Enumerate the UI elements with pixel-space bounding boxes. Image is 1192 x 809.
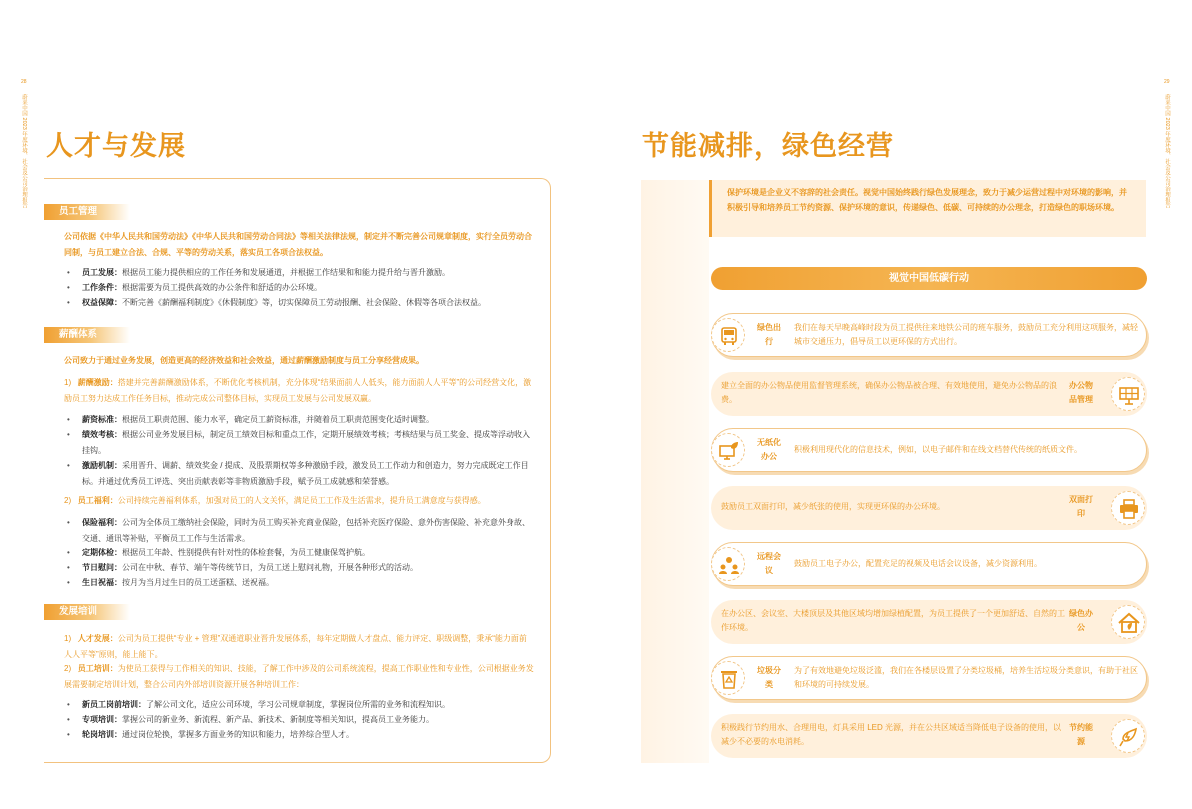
list-item <box>64 727 534 743</box>
list-item-term: 权益保障： <box>82 298 122 307</box>
list-item-term: 员工发展： <box>82 268 122 277</box>
list-item-text: 了解公司文化，适应公司环境，学习公司规章制度，掌握岗位所需的业务和流程知识。 <box>146 700 450 709</box>
list-item-text: 掌握公司的新业务、新流程、新产品、新技术、新制度等相关知识，提高员工业务能力。 <box>122 715 434 724</box>
page-title-right: 节能减排，绿色经营 <box>642 131 894 161</box>
list-item-text: 根据员工职责范围、能力水平，确定员工薪资标准，并随着员工职责范围变化适时调整。 <box>122 415 434 424</box>
list-item <box>64 427 534 458</box>
side-report-title-left: 蔚来中国 2023 年度环境、社会及公司治理报告 <box>21 94 27 209</box>
meeting-icon <box>711 547 745 581</box>
list-item <box>64 712 534 728</box>
action-text: 积极践行节约用水、合理用电，灯具采用 LED 光源，并在公共区域适当降低电子设备的使用，以减少不必要的水电消耗。 <box>721 723 1062 746</box>
action-text: 为了有效地避免垃圾泛滥，我们在各楼层设置了分类垃圾桶，培养生活垃圾分类意识，有助于社区和环境的可持续发展。 <box>794 666 1138 689</box>
item-term: 人才发展： <box>77 634 118 643</box>
action-label: 双面打印 <box>1069 495 1093 518</box>
item-term: 员工福利： <box>77 496 118 505</box>
item-number: 2) <box>64 664 72 673</box>
action-text: 在办公区、会议室、大楼顶层及其他区域均增加绿植配置，为员工提供了一个更加舒适、自然的工作环境。 <box>721 609 1065 632</box>
page-title-left: 人才与发展 <box>46 131 186 161</box>
list-item <box>64 458 534 489</box>
numbered-item <box>64 631 534 662</box>
section-heading-compensation: 薪酬体系 <box>44 327 130 343</box>
action-text: 鼓励员工电子办公，配置充足的视频及电话会议设备，减少资源利用。 <box>794 559 1042 568</box>
list-item <box>64 295 534 311</box>
list-item-term: 节日慰问： <box>82 563 122 572</box>
list-item-text: 根据公司业务发展目标，制定员工绩效目标和重点工作，定期开展绩效考核；考核结果与员工奖金、提成等浮动收入挂钩。 <box>82 430 530 455</box>
action-card-waste-sorting <box>711 656 1147 700</box>
action-text: 建立全面的办公物品使用监督管理系统，确保办公物品被合理、有效地使用，避免办公物品的浪费。 <box>721 381 1057 404</box>
list-item-text: 公司为全体员工缴纳社会保险，同时为员工购买补充商业保险，包括补充医疗保险、意外伤害保险、补充意外身故、交通、通讯等补贴，平衡员工工作与生活需求。 <box>82 518 530 543</box>
page-number-right: 29 <box>1164 79 1170 85</box>
section-heading-training: 发展培训 <box>44 604 130 620</box>
solar-panel-icon <box>1111 377 1145 411</box>
list-item-term: 工作条件： <box>82 283 122 292</box>
list-item-term: 绩效考核： <box>82 430 122 439</box>
list-item <box>64 697 534 713</box>
item-text: 公司为员工提供“专业 + 管理”双通道职业晋升发展体系，每年定期做人才盘点、能力评定、职级调整，秉承“能力面前人人平等”原则，能上能下。 <box>64 634 527 659</box>
list-item <box>64 545 534 561</box>
list-item-text: 公司在中秋、春节、端午等传统节日，为员工送上慰问礼物，开展各种形式的活动。 <box>122 563 418 572</box>
action-card-green-travel <box>711 313 1147 357</box>
list-item-term: 激励机制： <box>82 461 122 470</box>
section-intro: 公司依据《中华人民共和国劳动法》《中华人民共和国劳动合同法》等相关法律法规，制定并不断完善公司规章制度，实行全员劳动合同制，与员工建立合法、合规、平等的劳动关系，落实员工各项合法权益。 <box>64 232 532 257</box>
list-item <box>64 265 534 281</box>
action-card-office-goods <box>711 372 1147 416</box>
recycle-bin-icon <box>711 661 745 695</box>
section-intro: 公司致力于通过业务发展，创造更高的经济效益和社会效益，通过薪酬激励制度与员工分享经营成果。 <box>64 356 424 365</box>
action-label: 垃圾分类 <box>757 666 781 689</box>
list-item <box>64 575 534 591</box>
side-report-title-right: 蔚来中国 2023 年度环境、社会及公司治理报告 <box>1164 94 1170 209</box>
list-item-term: 定期体检： <box>82 548 122 557</box>
list-item-term: 专项培训： <box>82 715 122 724</box>
action-text: 我们在每天早晚高峰时段为员工提供往来地铁公司的班车服务，鼓励员工充分利用这项服务，减轻城市交通压力，倡导员工以更环保的方式出行。 <box>794 323 1138 346</box>
action-card-remote-meeting <box>711 542 1147 586</box>
list-item-term: 轮岗培训： <box>82 730 122 739</box>
list-item <box>64 280 534 296</box>
numbered-item <box>64 375 534 406</box>
numbered-item <box>64 493 534 509</box>
list-item-term: 新员工岗前培训： <box>82 700 146 709</box>
action-label: 节约能源 <box>1069 723 1093 746</box>
page-number-left: 28 <box>21 79 27 85</box>
list-item <box>64 412 534 428</box>
green-house-icon <box>1111 605 1145 639</box>
computer-leaf-icon <box>711 433 745 467</box>
list-item-text: 不断完善《薪酬福利制度》《休假制度》等，切实保障员工劳动报酬、社会保险、休假等各项合法权益。 <box>122 298 486 307</box>
list-item-text: 通过岗位轮换，掌握多方面业务的知识和能力，培养综合型人才。 <box>122 730 354 739</box>
list-item-text: 根据员工能力提供相应的工作任务和发展通道，并根据工作结果和和能力提升给与晋升激励。 <box>122 268 450 277</box>
environment-intro: 保护环境是企业义不容辞的社会责任。视觉中国始终践行绿色发展理念，致力于减少运营过程中对环境的影响，并积极引导和培养员工节约资源、保护环境的意识，传递绿色、低碳、可持续的办公理念，打造绿色的职场环境。 <box>709 180 1146 237</box>
action-label: 远程会议 <box>757 552 781 575</box>
list-item <box>64 560 534 576</box>
action-label: 绿色出行 <box>757 323 781 346</box>
printer-icon <box>1111 491 1145 525</box>
action-card-paperless <box>711 428 1147 472</box>
action-text: 鼓励员工双面打印，减少纸张的使用，实现更环保的办公环境。 <box>721 502 945 511</box>
action-label: 无纸化办公 <box>757 438 781 461</box>
action-card-duplex-print <box>711 486 1147 530</box>
item-text: 公司持续完善福利体系，加强对员工的人文关怀，满足员工工作及生活需求，提升员工满意度与获得感。 <box>117 496 486 505</box>
item-text: 为使员工获得与工作相关的知识、技能，了解工作中涉及的公司系统流程，提高工作职业性和专业性，公司根据业务发展需要制定培训计划，整合公司内外部培训资源开展各种培训工作： <box>64 664 534 689</box>
list-item <box>64 515 534 546</box>
item-number: 1) <box>64 634 72 643</box>
list-item-term: 生日祝福： <box>82 578 122 587</box>
low-carbon-banner: 视觉中国低碳行动 <box>711 267 1147 290</box>
list-item-text: 采用晋升、调薪、绩效奖金 / 提成、及股票期权等多种激励手段，激发员工工作动力和创造力，努力完成既定工作目标。并通过优秀员工评选、突出贡献表彰等非物质激励手段，赋予员工成就感和荣誉感。 <box>82 461 529 486</box>
action-label: 办公物品管理 <box>1069 381 1093 404</box>
list-item-text: 根据员工年龄、性别提供有针对性的体检套餐，为员工健康保驾护航。 <box>122 548 370 557</box>
list-item-term: 保险福利： <box>82 518 122 527</box>
list-item-term: 薪资标准： <box>82 415 122 424</box>
item-term: 员工培训： <box>77 664 118 673</box>
list-item-text: 按月为当月过生日的员工送蛋糕、送祝福。 <box>122 578 274 587</box>
numbered-item <box>64 661 534 692</box>
action-text: 积极利用现代化的信息技术，例如，以电子邮件和在线文档替代传统的纸质文件。 <box>794 445 1082 454</box>
action-label: 绿色办公 <box>1069 609 1093 632</box>
decorative-band <box>641 180 709 763</box>
action-card-green-office <box>711 600 1147 644</box>
list-item-text: 根据需要为员工提供高效的办公条件和舒适的办公环境。 <box>122 283 322 292</box>
item-text: 搭建并完善薪酬激励体系，不断优化考核机制，充分体现“结果面前人人低头，能力面前人人平等”的公司经营文化，激励员工努力达成工作任务目标，推动完成公司整体目标，实现员工发展与公司发展双赢。 <box>64 378 532 403</box>
item-number: 2) <box>64 496 72 505</box>
item-term: 薪酬激励： <box>77 378 118 387</box>
section-heading-staff-management: 员工管理 <box>44 204 130 220</box>
energy-plug-icon <box>1111 719 1145 753</box>
action-card-energy-saving <box>711 714 1147 758</box>
item-number: 1) <box>64 378 72 387</box>
bus-icon <box>711 318 745 352</box>
